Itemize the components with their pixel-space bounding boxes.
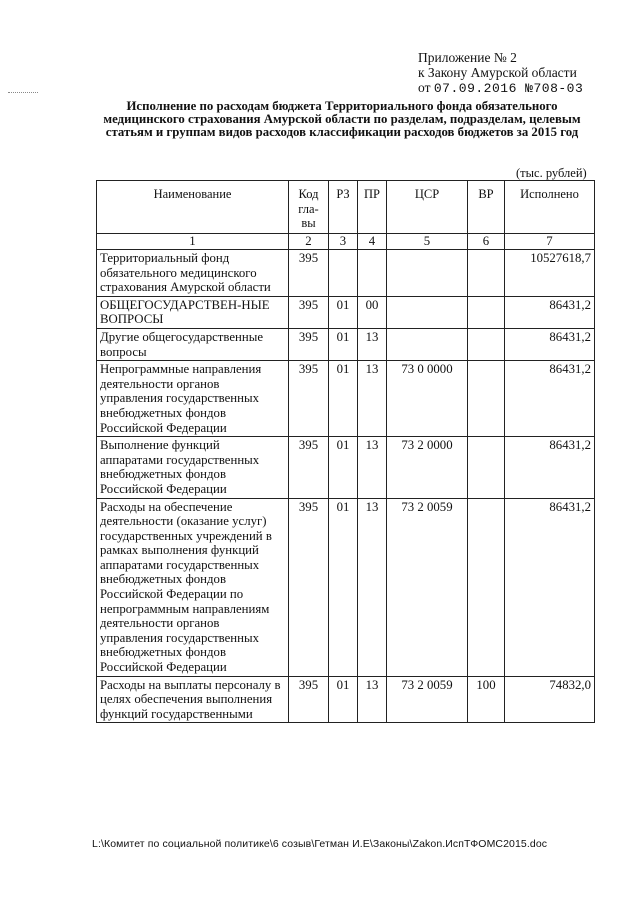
- cell-code: 395: [289, 250, 329, 297]
- cell-name: Непрограммные направления деятельности органов управления государственных внебюджетных фондов Российской Федерации: [97, 361, 289, 437]
- cell-done: 86431,2: [505, 328, 595, 360]
- cell-vr: 100: [468, 676, 505, 723]
- document-title: Исполнение по расходам бюджета Территориального фонда обязательного медицинского страхования Амурской области по разделам, подразделам, целевым статьям и группам видов расходов классификации расходов бюджетов за 2015 год: [103, 99, 581, 140]
- cell-rz: 01: [329, 328, 358, 360]
- cell-rz: 01: [329, 498, 358, 676]
- scan-mark: [8, 92, 38, 97]
- table-row: [97, 361, 595, 437]
- cell-vr: [468, 296, 505, 328]
- header-csr: ЦСР: [387, 181, 468, 234]
- header-rz: РЗ: [329, 181, 358, 234]
- cell-csr: [387, 250, 468, 297]
- cell-pr: 13: [358, 437, 387, 498]
- header-name: Наименование: [97, 181, 289, 234]
- cell-csr: 73 0 0000: [387, 361, 468, 437]
- table-row: [97, 250, 595, 297]
- column-index-row: [97, 234, 595, 250]
- cell-csr: [387, 328, 468, 360]
- cell-vr: [468, 437, 505, 498]
- table-row: [97, 676, 595, 723]
- cell-pr: 00: [358, 296, 387, 328]
- appendix-date: [418, 80, 583, 96]
- cell-csr: 73 2 0059: [387, 676, 468, 723]
- cell-code: 395: [289, 361, 329, 437]
- cell-done: 86431,2: [505, 361, 595, 437]
- appendix-header: [418, 50, 583, 96]
- header-pr: ПР: [358, 181, 387, 234]
- cell-pr: [358, 250, 387, 297]
- cell-name: Расходы на обеспечение деятельности (оказание услуг) государственных учреждений в рамках выполнения функций аппаратами государственных внебюджетных фондов Российской Федерации по непрограммным направлениям деятельности органов управления государственных внебюджетных фондов Российской Федерации: [97, 498, 289, 676]
- budget-table: [96, 180, 595, 723]
- cell-pr: 13: [358, 498, 387, 676]
- cell-pr: 13: [358, 328, 387, 360]
- cell-code: 395: [289, 498, 329, 676]
- cell-vr: [468, 250, 505, 297]
- appendix-line-1: Приложение № 2: [418, 50, 517, 65]
- units-label: (тыс. рублей): [516, 166, 587, 180]
- cell-done: 74832,0: [505, 676, 595, 723]
- header-vr: ВР: [468, 181, 505, 234]
- index-cell: 4: [358, 234, 387, 250]
- appendix-date-number: 07.09.2016 №708-03: [433, 81, 584, 96]
- cell-name: Выполнение функций аппаратами государственных внебюджетных фондов Российской Федерации: [97, 437, 289, 498]
- cell-csr: [387, 296, 468, 328]
- cell-name: Территориальный фонд обязательного медицинского страхования Амурской области: [97, 250, 289, 297]
- cell-pr: 13: [358, 676, 387, 723]
- index-cell: 5: [387, 234, 468, 250]
- table-row: [97, 296, 595, 328]
- appendix-date-prefix: от: [418, 80, 431, 95]
- cell-rz: 01: [329, 296, 358, 328]
- table-row: [97, 328, 595, 360]
- cell-vr: [468, 328, 505, 360]
- cell-name: ОБЩЕГОСУДАРСТВЕН-НЫЕ ВОПРОСЫ: [97, 296, 289, 328]
- cell-code: 395: [289, 676, 329, 723]
- cell-vr: [468, 498, 505, 676]
- index-cell: 2: [289, 234, 329, 250]
- cell-code: 395: [289, 296, 329, 328]
- header-code: Код гла-вы: [289, 181, 329, 234]
- header-done: Исполнено: [505, 181, 595, 234]
- file-path-footer: L:\Комитет по социальной политике\6 созыв\Гетман И.Е\Законы\Zakon.ИспТФОМС2015.doc: [92, 838, 548, 850]
- cell-csr: 73 2 0059: [387, 498, 468, 676]
- index-cell: 7: [505, 234, 595, 250]
- cell-code: 395: [289, 437, 329, 498]
- cell-rz: [329, 250, 358, 297]
- cell-done: 10527618,7: [505, 250, 595, 297]
- table-row: [97, 498, 595, 676]
- cell-done: 86431,2: [505, 296, 595, 328]
- cell-name: Другие общегосударственные вопросы: [97, 328, 289, 360]
- cell-done: 86431,2: [505, 498, 595, 676]
- cell-rz: 01: [329, 361, 358, 437]
- index-cell: 1: [97, 234, 289, 250]
- appendix-line-2: к Закону Амурской области: [418, 65, 577, 80]
- cell-rz: 01: [329, 437, 358, 498]
- cell-csr: 73 2 0000: [387, 437, 468, 498]
- index-cell: 3: [329, 234, 358, 250]
- cell-done: 86431,2: [505, 437, 595, 498]
- cell-pr: 13: [358, 361, 387, 437]
- cell-rz: 01: [329, 676, 358, 723]
- index-cell: 6: [468, 234, 505, 250]
- table-row: [97, 437, 595, 498]
- cell-code: 395: [289, 328, 329, 360]
- cell-vr: [468, 361, 505, 437]
- cell-name: Расходы на выплаты персоналу в целях обеспечения выполнения функций государственными: [97, 676, 289, 723]
